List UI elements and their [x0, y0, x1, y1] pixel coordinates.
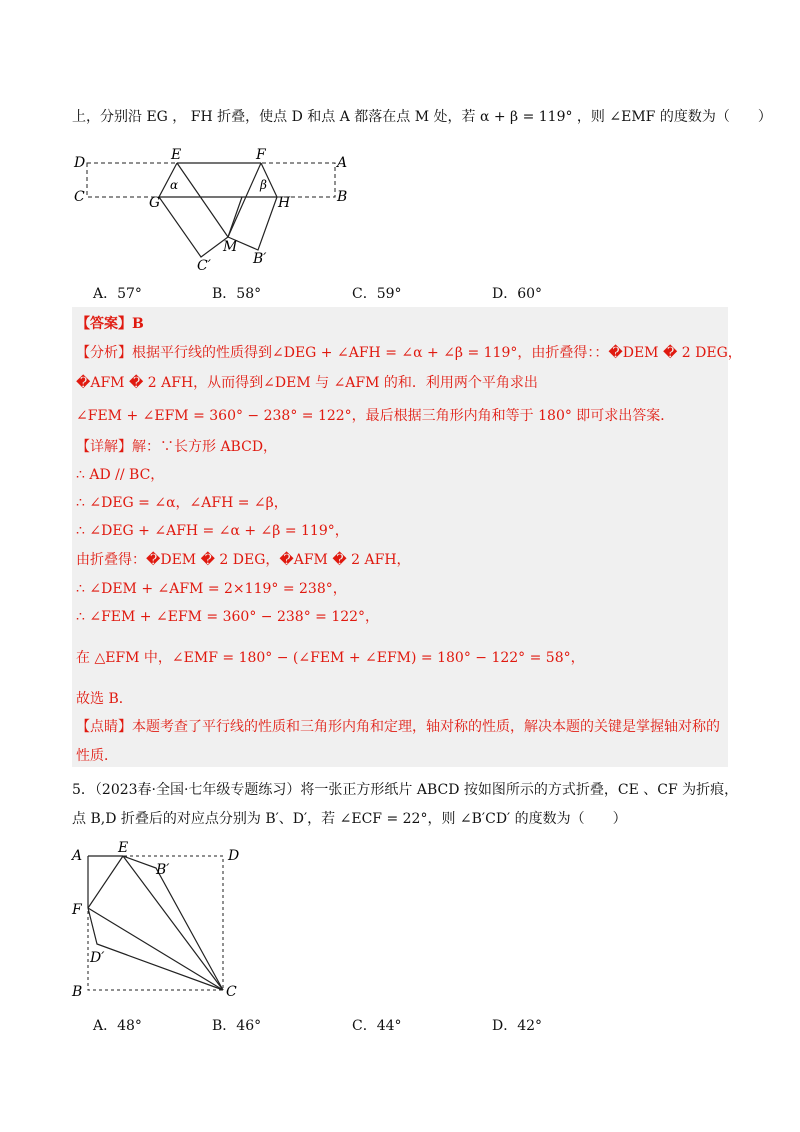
q4-answer: 【答案】B: [76, 316, 144, 332]
q4-label-G: G: [149, 195, 161, 211]
q4-option-d[interactable]: D．60°: [492, 286, 543, 302]
q4-detail-3: ∴ ∠DEG = ∠α，∠AFH = ∠β，: [76, 495, 288, 511]
q4-label-D: D: [74, 155, 86, 171]
q4-label-A: A: [337, 155, 348, 171]
q5-option-b[interactable]: B．46°: [212, 1018, 262, 1034]
q4-label-beta: β: [260, 178, 267, 192]
q4-label-E: E: [171, 147, 182, 163]
dashed-rectangle: [87, 163, 335, 197]
q5-stem-1: 5．（2023春·全国·七年级专题练习）将一张正方形纸片 ABCD 按如图所示的方式折叠，CE 、CF 为折痕，: [72, 782, 739, 798]
q5-stem-2: 点 B,D 折叠后的对应点分别为 B′、D′，若 ∠ECF = 22°，则 ∠B′CD′ 的度数为（ ）: [72, 811, 627, 827]
q4-detail-2: ∴ AD // BC，: [76, 467, 165, 483]
q5-label-D: D: [228, 848, 240, 864]
q4-detail-5: 由折叠得：�DEM � 2 DEG，�AFM � 2 AFH，: [76, 552, 411, 568]
q5-label-A: A: [72, 848, 83, 864]
q4-option-b[interactable]: B．58°: [212, 286, 262, 302]
q5-label-B-prime: B′: [156, 862, 170, 878]
q4-comment-1: 【点睛】本题考查了平行线的性质和三角形内角和定理，轴对称的性质，解决本题的关键是掌握轴对称的: [76, 719, 720, 735]
q5-label-C: C: [226, 984, 237, 1000]
q5-option-a[interactable]: A．48°: [93, 1018, 142, 1034]
q4-analysis-1: 【分析】根据平行线的性质得到∠DEG + ∠AFH = ∠α + ∠β = 119°，由折叠得：：�DEM � 2 DEG，: [76, 345, 742, 361]
q5-option-c[interactable]: C．44°: [352, 1018, 402, 1034]
q4-option-a[interactable]: A．57°: [93, 286, 142, 302]
q4-label-M: M: [223, 239, 238, 255]
q4-figure: [70, 145, 360, 275]
q4-label-B-prime: B′: [253, 251, 267, 267]
q4-comment-2: 性质．: [76, 748, 118, 764]
q4-option-c[interactable]: C．59°: [352, 286, 402, 302]
q4-detail-8: 在 △EFM 中，∠EMF = 180° − (∠FEM + ∠EFM) = 180° − 122° = 58°，: [76, 650, 585, 666]
q5-figure: [68, 838, 248, 1003]
q4-label-C: C: [74, 189, 85, 205]
q4-analysis-2: �AFM � 2 AFH，从而得到∠DEM 与 ∠AFM 的和．利用两个平角求出: [76, 375, 538, 391]
q4-detail-1: 【详解】解：∵长方形 ABCD，: [76, 439, 278, 455]
q5-option-d[interactable]: D．42°: [492, 1018, 543, 1034]
q5-label-E: E: [118, 840, 129, 856]
q5-label-B: B: [72, 984, 83, 1000]
q4-label-H: H: [278, 195, 291, 211]
q5-label-F: F: [72, 902, 82, 918]
q5-label-D-prime: D′: [90, 950, 105, 966]
q4-detail-4: ∴ ∠DEG + ∠AFH = ∠α + ∠β = 119°，: [76, 523, 349, 539]
q4-analysis-3: ∠FEM + ∠EFM = 360° − 238° = 122°，最后根据三角形内角和等于 180° 即可求出答案．: [76, 408, 675, 424]
q4-detail-9: 故选 B．: [76, 691, 133, 707]
q4-detail-6: ∴ ∠DEM + ∠AFM = 2×119° = 238°，: [76, 581, 347, 597]
q4-detail-7: ∴ ∠FEM + ∠EFM = 360° − 238° = 122°，: [76, 609, 380, 625]
q4-label-alpha: α: [170, 178, 179, 192]
q4-label-F: F: [256, 147, 266, 163]
q4-label-B: B: [337, 189, 348, 205]
q4-label-C-prime: C′: [197, 258, 211, 274]
q4-stem: 上，分别沿 EG ， FH 折叠，使点 D 和点 A 都落在点 M 处，若 α + β = 119° ，则 ∠EMF 的度数为（ ）: [72, 109, 772, 125]
